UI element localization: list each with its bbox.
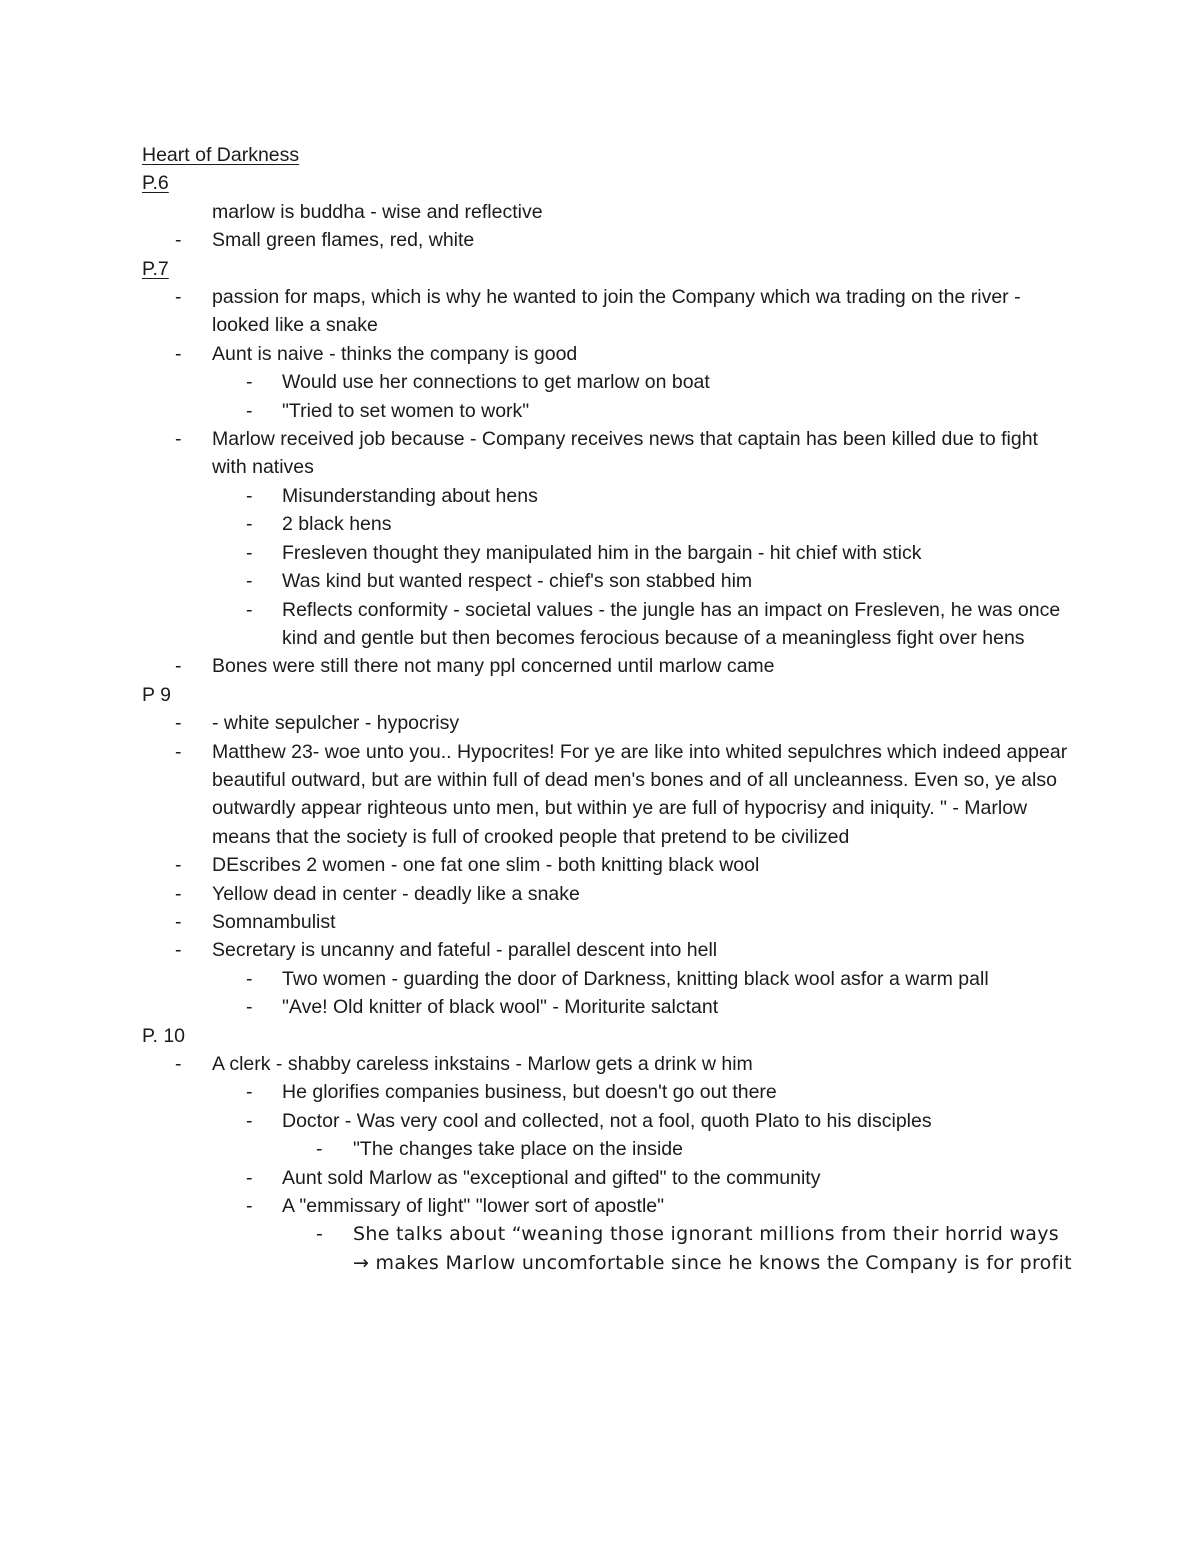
list-item (142, 738, 1072, 852)
list-item (142, 908, 1072, 936)
list-item (142, 539, 1072, 567)
line-text: "The changes take place on the inside (353, 1138, 683, 1161)
line-text: Doctor - Was very cool and collected, not a fool, quoth Plato to his disciples (282, 1109, 932, 1132)
page-heading (142, 1022, 1072, 1050)
line-text: Small green flames, red, white (212, 229, 475, 252)
line-text: 2 black hens (282, 513, 392, 536)
bullet-marker: - (246, 1081, 253, 1104)
line-text: Bones were still there not many ppl concerned until marlow came (212, 655, 775, 678)
bullet-marker: - (175, 712, 182, 735)
line-text: "Ave! Old knitter of black wool" - Moriturite salctant (282, 996, 719, 1019)
line-text: A clerk - shabby careless inkstains - Marlow gets a drink w him (212, 1053, 753, 1075)
line-text: passion for maps, which is why he wanted to join the Company which wa trading on the river - looked like a snake (212, 286, 1021, 337)
list-item (142, 397, 1072, 425)
bullet-marker: - (246, 570, 253, 593)
page-heading (142, 169, 1072, 197)
bullet-marker: - (175, 286, 182, 309)
bullet-marker: - (175, 342, 182, 365)
list-item (142, 1078, 1072, 1106)
line-text: Yellow dead in center - deadly like a snake (212, 882, 580, 905)
list-item (142, 652, 1072, 680)
line-text: He glorifies companies business, but doesn't go out there (282, 1081, 777, 1104)
line-text: Matthew 23- woe unto you.. Hypocrites! For ye are like into whited sepulchres which indeed appear beautiful outward, but are within full of dead men's bones and of all uncleanness. Even so, ye also outwardly appear righteous unto men, but within ye are full of hypocrisy and iniquity. " - Marlow means that the society is full of crooked people that pretend to be civilized (212, 740, 1068, 848)
list-item (142, 1164, 1072, 1192)
bullet-marker: - (175, 939, 182, 962)
bullet-marker: - (175, 428, 182, 451)
list-item (142, 1135, 1072, 1163)
line-text: DEscribes 2 women - one fat one slim - both knitting black wool (212, 854, 760, 877)
list-item (142, 936, 1072, 964)
line-text: Reflects conformity - societal values - the jungle has an impact on Fresleven, he was once kind and gentle but then becomes ferocious because of a meaningless fight over hens (282, 598, 1061, 649)
page-heading (142, 255, 1072, 283)
line-text: Somnambulist (212, 910, 336, 933)
page-heading (142, 681, 1072, 709)
list-item (142, 965, 1072, 993)
line-text: Two women - guarding the door of Darkness, knitting black wool asfor a warm pall (282, 967, 989, 990)
list-item (142, 482, 1072, 510)
line-text: A "emmissary of light" "lower sort of apostle" (282, 1195, 665, 1218)
line-text: - white sepulcher - hypocrisy (212, 712, 460, 735)
bullet-marker: - (246, 1166, 253, 1189)
line-text: Was kind but wanted respect - chief's son stabbed him (282, 570, 753, 593)
line-text: P.7 (142, 257, 169, 280)
line-text: Aunt is naive - thinks the company is good (212, 342, 578, 365)
line-text: She talks about “weaning those ignorant millions from their horrid ways → makes Marlow uncomfortable since he knows the Company is for profit (353, 1223, 1072, 1275)
bullet-marker: - (175, 1053, 182, 1075)
list-item (142, 283, 1072, 340)
list-item (142, 993, 1072, 1021)
list-item (142, 596, 1072, 653)
bullet-marker: - (246, 399, 253, 422)
bullet-marker: - (175, 229, 182, 252)
line-text: Fresleven thought they manipulated him in the bargain - hit chief with stick (282, 541, 922, 564)
list-item (142, 198, 1072, 226)
bullet-marker: - (246, 967, 253, 990)
line-text: P 9 (142, 683, 171, 706)
bullet-marker: - (246, 484, 253, 507)
line-text: marlow is buddha - wise and reflective (212, 200, 543, 223)
bullet-marker: - (316, 1138, 323, 1161)
list-item (142, 1107, 1072, 1135)
bullet-marker: - (175, 854, 182, 877)
line-text: Would use her connections to get marlow on boat (282, 371, 710, 394)
bullet-marker: - (246, 371, 253, 394)
line-text: "Tried to set women to work" (282, 399, 530, 422)
list-item (142, 510, 1072, 538)
document-title: Heart of Darkness (142, 144, 300, 166)
list-item (142, 1192, 1072, 1220)
line-text: Misunderstanding about hens (282, 484, 538, 507)
bullet-marker: - (175, 882, 182, 905)
list-item (142, 880, 1072, 908)
bullet-marker: - (175, 740, 182, 763)
bullet-marker: - (316, 1223, 324, 1246)
line-text: Aunt sold Marlow as "exceptional and gifted" to the community (282, 1166, 821, 1189)
list-item (142, 1220, 1072, 1278)
bullet-marker: - (246, 1195, 253, 1218)
list-item (142, 226, 1072, 254)
bullet-marker: - (246, 598, 253, 621)
list-item (142, 368, 1072, 396)
bullet-marker: - (246, 513, 253, 536)
line-text: Marlow received job because - Company receives news that captain has been killed due to fight with natives (212, 428, 1038, 479)
list-item (142, 851, 1072, 879)
line-text: P. 10 (142, 1024, 186, 1047)
list-item (142, 1050, 1072, 1078)
list-item (142, 425, 1072, 482)
bullet-marker: - (246, 996, 253, 1019)
list-item (142, 709, 1072, 737)
bullet-marker: - (175, 910, 182, 933)
bullet-marker: - (175, 655, 182, 678)
document-body (142, 141, 1072, 1278)
notes-list (142, 169, 1072, 1278)
bullet-marker: - (246, 541, 253, 564)
bullet-marker: - (246, 1109, 253, 1132)
list-item (142, 567, 1072, 595)
line-text: P.6 (142, 172, 169, 195)
list-item (142, 340, 1072, 368)
line-text: Secretary is uncanny and fateful - parallel descent into hell (212, 939, 718, 962)
